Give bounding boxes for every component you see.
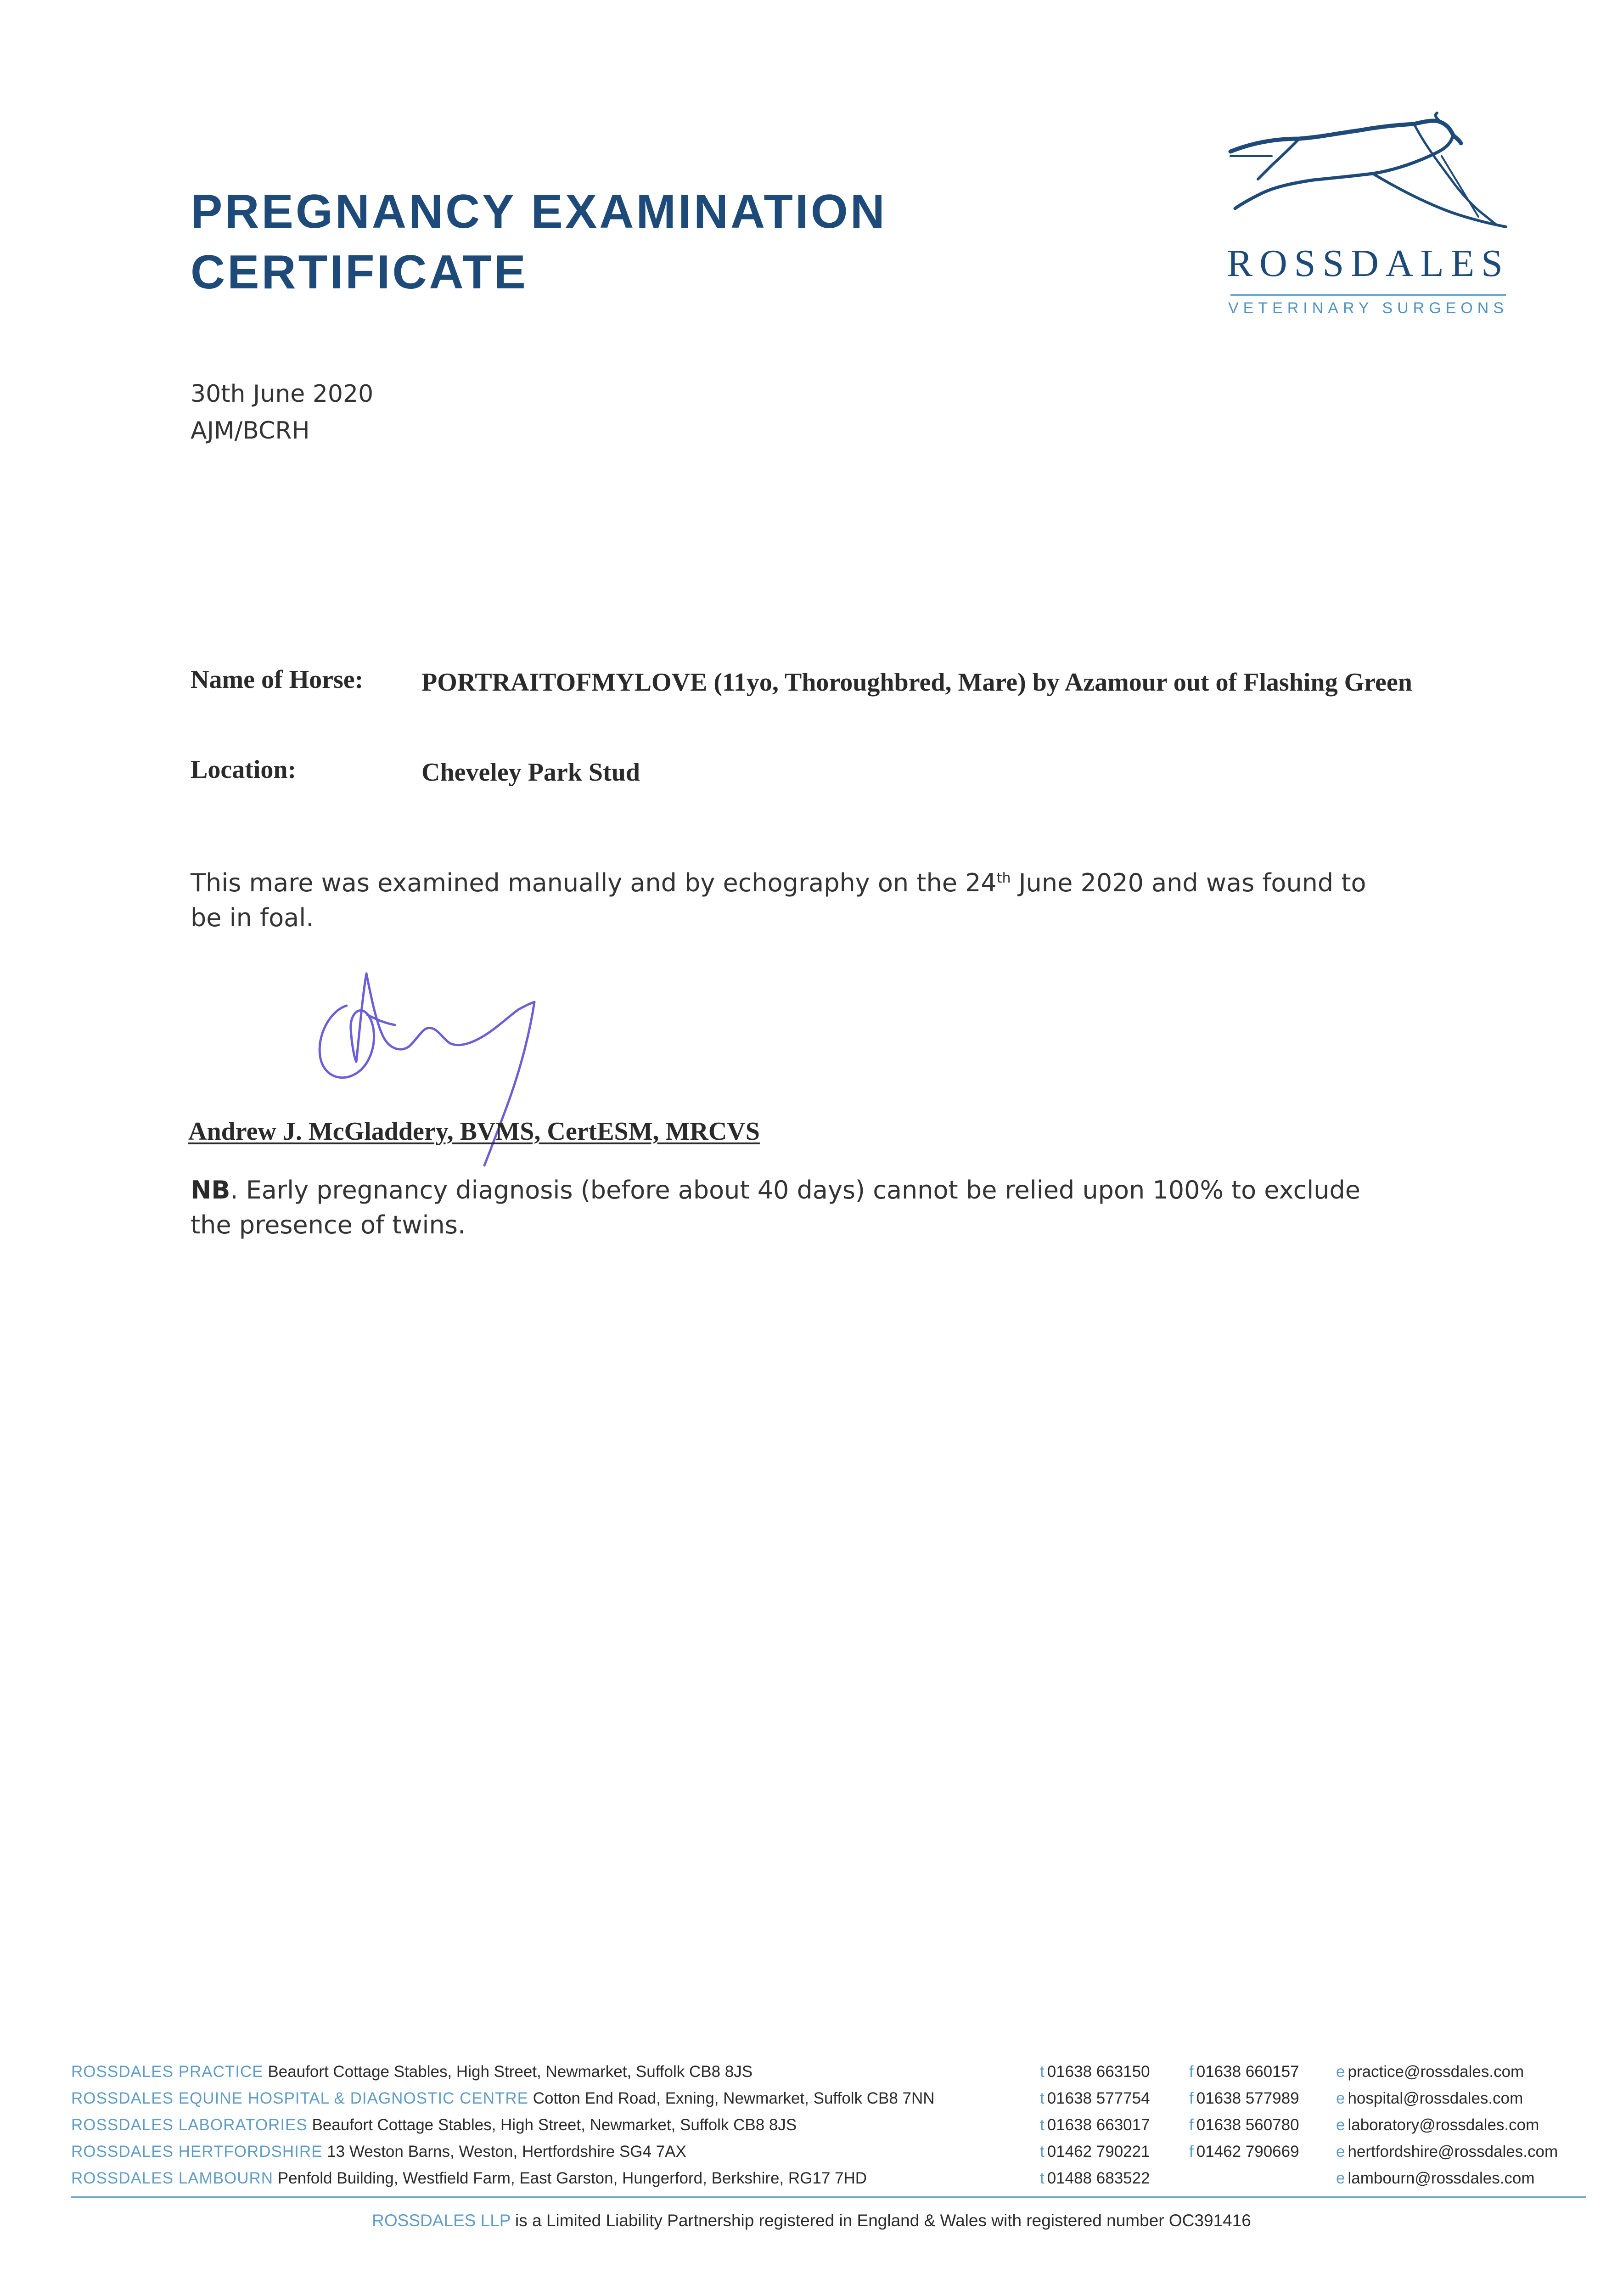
branch-fax: 01638 560780 [1196, 2116, 1299, 2134]
branch-name: ROSSDALES PRACTICE [71, 2063, 264, 2081]
branch-address: Cotton End Road, Exning, Newmarket, Suffolk CB8 7NN [533, 2089, 935, 2107]
branch-fax: 01462 790669 [1196, 2143, 1299, 2161]
signer-name: Andrew J. McGladdery, BVMS, CertESM, MRCVS [188, 1117, 760, 1146]
llp-name: ROSSDALES LLP [372, 2211, 511, 2230]
branch-address: 13 Weston Barns, Weston, Hertfordshire SG4 7AX [327, 2143, 686, 2161]
footer-divider [71, 2196, 1586, 2198]
branch-address: Penfold Building, Westfield Farm, East Garston, Hungerford, Berkshire, RG17 7HD [277, 2169, 867, 2187]
branch-address: Beaufort Cottage Stables, High Street, Newmarket, Suffolk CB8 8JS [312, 2116, 797, 2134]
branch-email: hospital@rossdales.com [1348, 2089, 1523, 2107]
reference-code: AJM/BCRH [191, 417, 310, 445]
rossdales-logo [1221, 110, 1524, 340]
branch-phone: 01638 663150 [1047, 2063, 1150, 2081]
title-line-2: CERTIFICATE [191, 246, 528, 299]
footer-row: ROSSDALES LABORATORIES Beaufort Cottage Stables, High Street, Newmarket, Suffolk CB8 8JS t 01638 663017 f 01638 560780 e laboratory@rossdales.com [71, 2116, 1539, 2134]
company-registration [0, 2211, 1623, 2230]
footer-row: ROSSDALES PRACTICE Beaufort Cottage Stables, High Street, Newmarket, Suffolk CB8 8JS t 01638 663150 f 01638 660157 e practice@rossdales.com [71, 2063, 1524, 2081]
branch-address: Beaufort Cottage Stables, High Street, Newmarket, Suffolk CB8 8JS [268, 2063, 753, 2081]
branch-phone: 01638 577754 [1047, 2089, 1150, 2107]
location-label: Location: [191, 755, 297, 784]
branch-email: laboratory@rossdales.com [1348, 2116, 1539, 2134]
branch-phone: 01488 683522 [1047, 2169, 1150, 2187]
branch-name: ROSSDALES HERTFORDSHIRE [71, 2143, 323, 2161]
llp-text: is a Limited Liability Partnership registered in England & Wales with registered number OC391416 [510, 2211, 1251, 2230]
galloping-horse-icon [1221, 110, 1515, 243]
page-title [191, 181, 887, 303]
branch-fax: 01638 660157 [1196, 2063, 1299, 2081]
examination-statement [191, 866, 1384, 935]
branch-name: ROSSDALES LAMBOURN [71, 2169, 274, 2187]
twins-disclaimer [191, 1173, 1384, 1243]
branch-phone: 01638 663017 [1047, 2116, 1150, 2134]
logo-divider [1230, 294, 1506, 296]
footer-contacts [71, 2063, 1586, 2210]
logo-subtitle: VETERINARY SURGEONS [1228, 299, 1509, 317]
branch-email: lambourn@rossdales.com [1348, 2169, 1535, 2187]
branch-phone: 01462 790221 [1047, 2143, 1150, 2161]
branch-email: practice@rossdales.com [1348, 2063, 1524, 2081]
footer-row: ROSSDALES EQUINE HOSPITAL & DIAGNOSTIC CENTRE Cotton End Road, Exning, Newmarket, Suffolk CB8 7NN t 01638 577754 f 01638 577989 e hospital@rossdales.com [71, 2089, 1523, 2107]
nb-text: . Early pregnancy diagnosis (before about 40 days) cannot be relied upon 100% to exclude the presence of twins. [191, 1176, 1360, 1239]
horse-name-label: Name of Horse: [191, 665, 364, 694]
footer-row: ROSSDALES LAMBOURN Penfold Building, Westfield Farm, East Garston, Hungerford, Berkshire, RG17 7HD t 01488 683522 e lambourn@rossdales.com [71, 2169, 1535, 2187]
location-value: Cheveley Park Stud [421, 758, 640, 787]
branch-name: ROSSDALES EQUINE HOSPITAL & DIAGNOSTIC CENTRE [71, 2089, 529, 2107]
nb-label: NB [191, 1176, 230, 1204]
branch-fax: 01638 577989 [1196, 2089, 1299, 2107]
title-line-1: PREGNANCY EXAMINATION [191, 185, 887, 238]
branch-email: hertfordshire@rossdales.com [1348, 2143, 1558, 2161]
statement-ordinal-suffix: th [996, 870, 1011, 886]
statement-text-start: This mare was examined manually and by echography on the 24 [191, 868, 997, 897]
certificate-date: 30th June 2020 [191, 380, 374, 408]
branch-name: ROSSDALES LABORATORIES [71, 2116, 308, 2134]
footer-row: ROSSDALES HERTFORDSHIRE 13 Weston Barns, Weston, Hertfordshire SG4 7AX t 01462 790221 f 01462 790669 e hertfordshire@rossdales.com [71, 2143, 1558, 2161]
horse-name-value: PORTRAITOFMYLOVE (11yo, Thoroughbred, Mare) by Azamour out of Flashing Green [421, 668, 1412, 697]
logo-wordmark: ROSSDALES [1227, 242, 1510, 285]
statement-text-end: June 2020 and was found to be in foal. [191, 868, 1366, 932]
